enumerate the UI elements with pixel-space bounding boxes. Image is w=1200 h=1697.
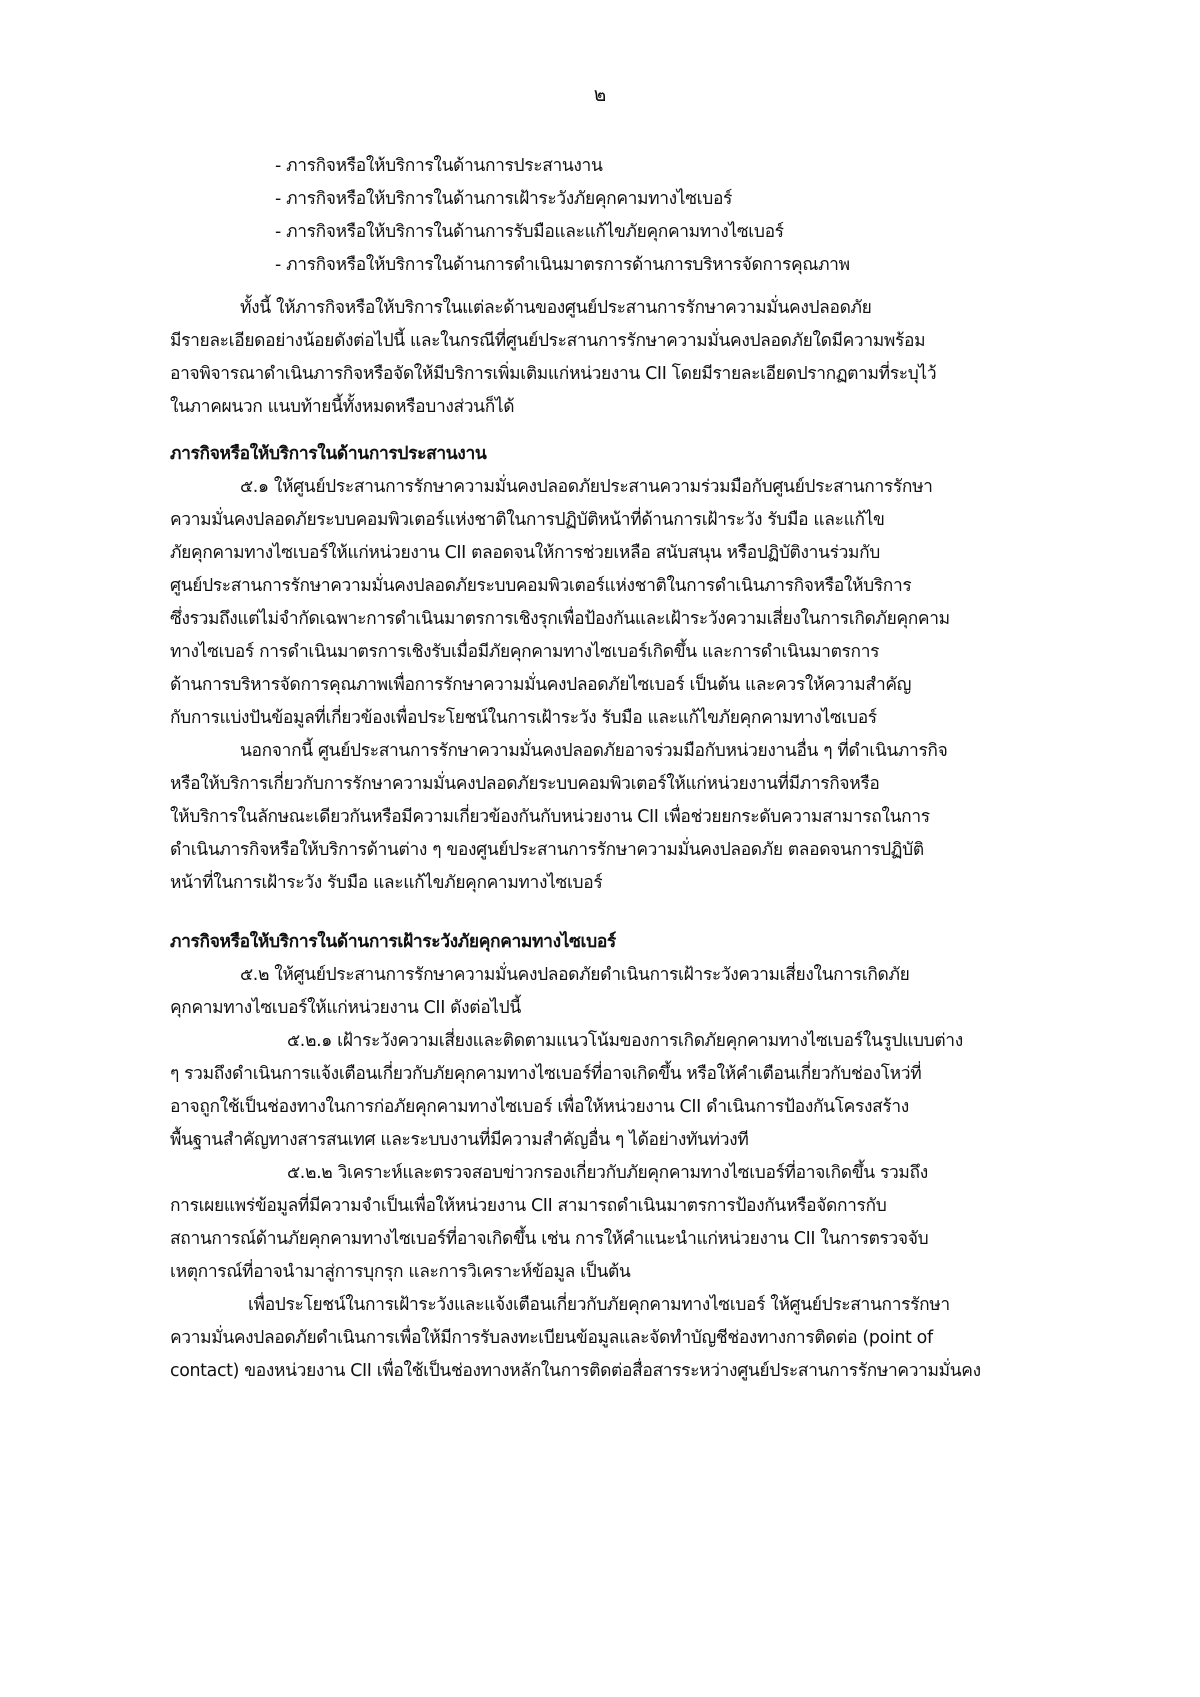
page-number: ๒	[593, 84, 607, 106]
text-line: มีรายละเอียดอย่างน้อยดังต่อไปนี้ และในกรณีที่ศูนย์ประสานการรักษาความมั่นคงปลอดภัยใดมีความพร้อม	[170, 331, 926, 351]
paragraph-5-2-1	[170, 1025, 1088, 1157]
text-line: นอกจากนี้ ศูนย์ประสานการรักษาความมั่นคงปลอดภัยอาจร่วมมือกับหน่วยงานอื่น ๆ ที่ดำเนินภารกิจ	[240, 741, 948, 761]
paragraph-additional-cooperation	[170, 735, 1088, 900]
text-line: ภัยคุกคามทางไซเบอร์ให้แก่หน่วยงาน CII ตลอดจนให้การช่วยเหลือ สนับสนุน หรือปฏิบัติงานร่วมกับ	[170, 543, 880, 563]
spacer	[170, 424, 1088, 438]
text-line: ๆ รวมถึงดำเนินการแจ้งเตือนเกี่ยวกับภัยคุกคามทางไซเบอร์ที่อาจเกิดขึ้น หรือให้คำเตือนเกี่ยวกับช่องโหว่ที่	[170, 1064, 922, 1084]
mission-bullet-list	[170, 150, 1088, 282]
bullet-item: - ภารกิจหรือให้บริการในด้านการประสานงาน	[275, 156, 603, 176]
text-line: อาจถูกใช้เป็นช่องทางในการก่อภัยคุกคามทางไซเบอร์ เพื่อให้หน่วยงาน CII ดำเนินการป้องกันโครงสร้าง	[170, 1097, 909, 1117]
text-line: ดำเนินภารกิจหรือให้บริการด้านต่าง ๆ ของศูนย์ประสานการรักษาความมั่นคงปลอดภัย ตลอดจนการปฏิบัติ	[170, 840, 924, 860]
bullet-item: - ภารกิจหรือให้บริการในด้านการเฝ้าระวังภัยคุกคามทางไซเบอร์	[275, 189, 733, 209]
text-line: ศูนย์ประสานการรักษาความมั่นคงปลอดภัยระบบคอมพิวเตอร์แห่งชาติในการดำเนินภารกิจหรือให้บริการ	[170, 576, 912, 596]
text-line: กับการแบ่งปันข้อมูลที่เกี่ยวข้องเพื่อประโยชน์ในการเฝ้าระวัง รับมือ และแก้ไขภัยคุกคามทางไซเบอร์	[170, 708, 877, 728]
text-line: ๕.๒ ให้ศูนย์ประสานการรักษาความมั่นคงปลอดภัยดำเนินการเฝ้าระวังความเสี่ยงในการเกิดภัย	[240, 965, 910, 985]
text-line: ความมั่นคงปลอดภัยระบบคอมพิวเตอร์แห่งชาติในการปฏิบัติหน้าที่ด้านการเฝ้าระวัง รับมือ และแก้ไข	[170, 510, 885, 530]
text-line: การเผยแพร่ข้อมูลที่มีความจำเป็นเพื่อให้หน่วยงาน CII สามารถดำเนินมาตรการป้องกันหรือจัดการกับ	[170, 1196, 887, 1216]
text-line: หรือให้บริการเกี่ยวกับการรักษาความมั่นคงปลอดภัยระบบคอมพิวเตอร์ให้แก่หน่วยงานที่มีภารกิจหรือ	[170, 774, 880, 794]
paragraph-point-of-contact	[170, 1289, 1088, 1388]
text-line: หน้าที่ในการเฝ้าระวัง รับมือ และแก้ไขภัยคุกคามทางไซเบอร์	[170, 873, 603, 893]
paragraph-5-1	[170, 471, 1088, 735]
document-body	[170, 150, 1088, 1388]
text-line: ๕.๒.๒ วิเคราะห์และตรวจสอบข่าวกรองเกี่ยวกับภัยคุกคามทางไซเบอร์ที่อาจเกิดขึ้น รวมถึง	[287, 1163, 928, 1183]
bullet-item: - ภารกิจหรือให้บริการในด้านการรับมือและแก้ไขภัยคุกคามทางไซเบอร์	[275, 222, 784, 242]
section-heading-coordination: ภารกิจหรือให้บริการในด้านการประสานงาน	[170, 444, 487, 464]
text-line: ให้บริการในลักษณะเดียวกันหรือมีความเกี่ยวข้องกันกับหน่วยงาน CII เพื่อช่วยยกระดับความสามารถในการ	[170, 807, 930, 827]
text-line: เพื่อประโยชน์ในการเฝ้าระวังและแจ้งเตือนเกี่ยวกับภัยคุกคามทางไซเบอร์ ให้ศูนย์ประสานการรักษา	[248, 1295, 950, 1315]
section-heading-monitoring: ภารกิจหรือให้บริการในด้านการเฝ้าระวังภัยคุกคามทางไซเบอร์	[170, 932, 616, 952]
text-line: สถานการณ์ด้านภัยคุกคามทางไซเบอร์ที่อาจเกิดขึ้น เช่น การให้คำแนะนำแก่หน่วยงาน CII ในการตรวจจับ	[170, 1229, 929, 1249]
text-line: ด้านการบริหารจัดการคุณภาพเพื่อการรักษาความมั่นคงปลอดภัยไซเบอร์ เป็นต้น และควรให้ความสำคัญ	[170, 675, 912, 695]
intro-paragraph	[170, 292, 1088, 424]
text-line: ๕.๑ ให้ศูนย์ประสานการรักษาความมั่นคงปลอดภัยประสานความร่วมมือกับศูนย์ประสานการรักษา	[240, 477, 933, 497]
paragraph-5-2-2	[170, 1157, 1088, 1289]
text-line: ทั้งนี้ ให้ภารกิจหรือให้บริการในแต่ละด้านของศูนย์ประสานการรักษาความมั่นคงปลอดภัย	[240, 298, 872, 318]
text-line: ทางไซเบอร์ การดำเนินมาตรการเชิงรับเมื่อมีภัยคุกคามทางไซเบอร์เกิดขึ้น และการดำเนินมาตรการ	[170, 642, 880, 662]
text-line: ๕.๒.๑ เฝ้าระวังความเสี่ยงและติดตามแนวโน้มของการเกิดภัยคุกคามทางไซเบอร์ในรูปแบบต่าง	[287, 1031, 963, 1051]
text-line: พื้นฐานสำคัญทางสารสนเทศ และระบบงานที่มีความสำคัญอื่น ๆ ได้อย่างทันท่วงที	[170, 1130, 749, 1150]
text-line: ความมั่นคงปลอดภัยดำเนินการเพื่อให้มีการรับลงทะเบียนข้อมูลและจัดทำบัญชีช่องทางการติดต่อ (point of	[170, 1328, 933, 1348]
text-line: contact) ของหน่วยงาน CII เพื่อใช้เป็นช่องทางหลักในการติดต่อสื่อสารระหว่างศูนย์ประสานการรักษาความมั่นคง	[170, 1361, 981, 1381]
text-line: คุกคามทางไซเบอร์ให้แก่หน่วยงาน CII ดังต่อไปนี้	[170, 998, 521, 1018]
text-line: อาจพิจารณาดำเนินภารกิจหรือจัดให้มีบริการเพิ่มเติมแก่หน่วยงาน CII โดยมีรายละเอียดปรากฏตามที่ระบุไว้	[170, 364, 937, 384]
text-line: ในภาคผนวก แนบท้ายนี้ทั้งหมดหรือบางส่วนก็ได้	[170, 397, 515, 417]
spacer	[170, 282, 1088, 292]
bullet-item: - ภารกิจหรือให้บริการในด้านการดำเนินมาตรการด้านการบริหารจัดการคุณภาพ	[275, 255, 850, 275]
text-line: เหตุการณ์ที่อาจนำมาสู่การบุกรุก และการวิเคราะห์ข้อมูล เป็นต้น	[170, 1262, 631, 1282]
text-line: ซึ่งรวมถึงแต่ไม่จำกัดเฉพาะการดำเนินมาตรการเชิงรุกเพื่อป้องกันและเฝ้าระวังความเสี่ยงในการเกิดภัยคุกคาม	[170, 609, 950, 629]
paragraph-5-2	[170, 959, 1088, 1025]
spacer	[170, 900, 1088, 926]
